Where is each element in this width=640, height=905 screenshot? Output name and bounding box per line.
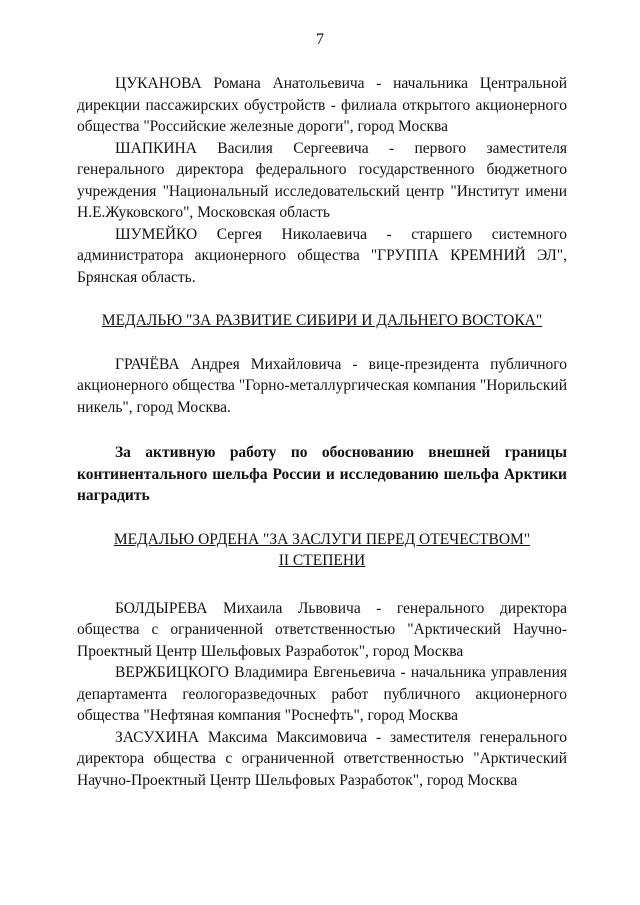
decree-paragraph: За активную работу по обоснованию внешней границы континентального шельфа России и исследованию шельфа Арктики наградить (77, 444, 567, 504)
awardee-paragraph: ВЕРЖБИЦКОГО Владимира Евгеньевича - начальника управления департамента геологоразведочных работ публичного акционерного общества "Нефтяная компания "Роснефть", город Москва (77, 664, 567, 724)
awardee-paragraph: ЦУКАНОВА Романа Анатольевича - начальника Центральной дирекции пассажирских обустройств - филиала открытого акционерного общества "Российские железные дороги", город Москва (77, 75, 567, 135)
awardee-paragraph: ШАПКИНА Василия Сергеевича - первого заместителя генерального директора федерального государственного бюджетного учреждения "Национальный исследовательский центр "Институт имени Н.Е.Жуковского", Московская область (77, 139, 567, 221)
award-heading: МЕДАЛЬЮ "ЗА РАЗВИТИЕ СИБИРИ И ДАЛЬНЕГО ВОСТОКА" (101, 312, 543, 329)
awardee-paragraph: БОЛДЫРЕВА Михаила Львовича - генерального директора общества с ограниченной ответственностью "Арктический Научно-Проектный Центр Шельфовых Разработок", город Москва (77, 599, 567, 660)
award-heading-line2: II СТЕПЕНИ (278, 552, 366, 569)
awardee-paragraph: ЗАСУХИНА Максима Максимовича - заместителя генерального директора общества с ограниченной ответственностью "Арктический Научно-Проектный Центр Шельфовых Разработок", город Москва (77, 728, 567, 789)
awardee-paragraph: ГРАЧЁВА Андрея Михайловича - вице-президента публичного акционерного общества "Горно-металлургическая компания "Норильский никель", город Москва. (77, 355, 567, 416)
page-number: 7 (316, 31, 324, 48)
document-body (77, 73, 567, 791)
award-heading-line1: МЕДАЛЬЮ ОРДЕНА "ЗА ЗАСЛУГИ ПЕРЕД ОТЕЧЕСТВОМ" (113, 530, 531, 548)
awardee-paragraph: ШУМЕЙКО Сергея Николаевича - старшего системного администратора акционерного общества "ГРУППА КРЕМНИЙ ЭЛ", Брянская область. (77, 225, 567, 286)
